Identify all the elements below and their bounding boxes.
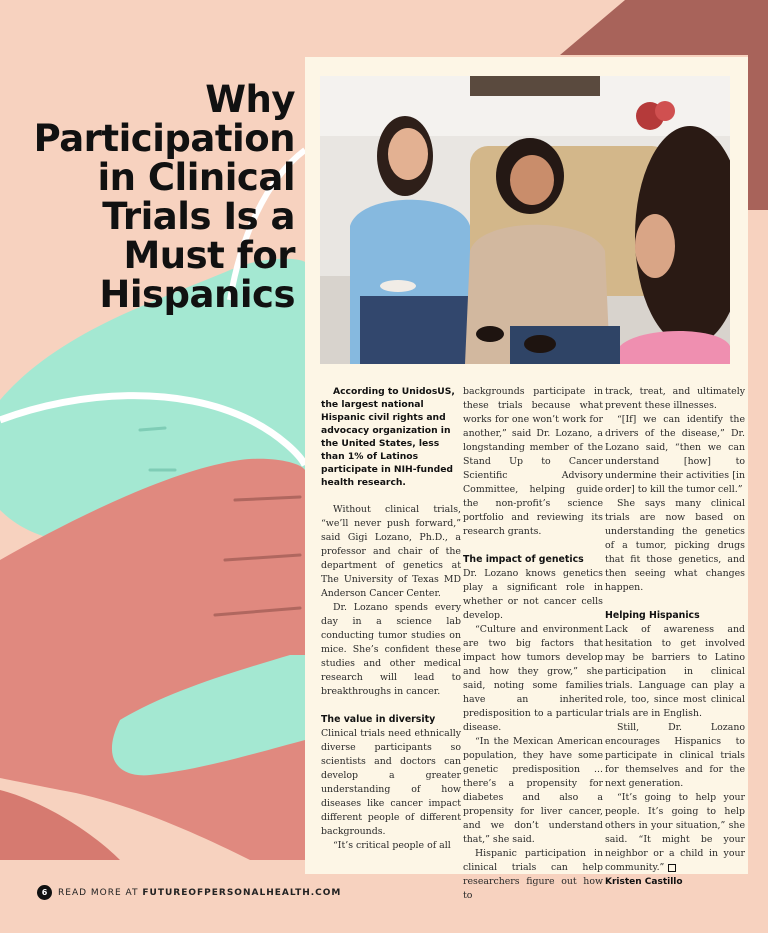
paragraph: track, treat, and ultimately prevent these illnesses.	[605, 386, 745, 411]
paragraph-text: “It’s going to help your people. It’s going to help others in your situation,” she said. “It might be your neighbor or a child in your community.”	[605, 792, 745, 873]
paragraph: Clinical trials need ethnically diverse participants so scientists and doctors can develop a greater understanding of how diseases like cancer impact different people of different backgrounds.	[321, 728, 461, 837]
paragraph-final	[605, 791, 745, 875]
end-mark-icon	[668, 864, 676, 872]
section-heading-diversity: The value in diversity	[321, 714, 436, 725]
article-column-1	[321, 385, 461, 853]
paragraph: “Culture and environment are two big factors that impact how tumors develop and how they grow,” she said, noting some families have an inherited predisposition to a particular disease.	[463, 624, 603, 733]
paragraph: Without clinical trials, “we’ll never push forward,” said Gigi Lozano, Ph.D., a professor and chair of the department of genetics at The University of Texas MD Anderson Cancer Center.	[321, 504, 461, 599]
paragraph: backgrounds participate in these trials because what works for one won’t work for another,” said Dr. Lozano, a longstanding member of the Stand Up to Cancer Scientific Advisory Committee, helping guide the non-profit’s science portfolio and reviewing its research grants.	[463, 386, 603, 537]
rose-lower-shape	[0, 790, 120, 860]
byline: Kristen Castillo	[605, 877, 683, 887]
paragraph: Dr. Lozano spends every day in a science lab conducting tumor studies on mice. She’s confident these studies and other medical research will lead to breakthroughs in cancer.	[321, 602, 461, 697]
paragraph: “It’s critical people of all	[333, 840, 451, 851]
paragraph: She says many clinical trials are now based on understanding the genetics of a tumor, picking drugs that fit those genetics, and then seeing what changes happen.	[605, 498, 745, 593]
article-lead: According to UnidosUS, the largest national Hispanic civil rights and advocacy organization in the United States, less than 1% of Latinos participate in NIH-funded health research.	[321, 386, 455, 488]
page-number: 6	[37, 885, 52, 900]
section-heading-genetics: The impact of genetics	[463, 554, 584, 565]
article-column-3	[605, 385, 745, 889]
paragraph: Lack of awareness and hesitation to get involved may be barriers to Latino participation in clinical trials. Language can play a role, too, since most clinical trials are in English.	[605, 624, 745, 719]
page-title: Why Participation in Clinical Trials Is a Must for Hispanics	[33, 78, 295, 316]
paragraph: “In the Mexican American population, they have some genetic predisposition ... there’s a propensity for diabetes and also a propensity for liver cancer, and we don’t understand that,” she said.	[463, 736, 603, 845]
page-footer	[37, 885, 341, 900]
article-photo	[320, 76, 730, 364]
paragraph: Still, Dr. Lozano encourages Hispanics to participate in clinical trials for themselves and for the next generation.	[605, 722, 745, 789]
footer-prefix: READ MORE AT	[58, 887, 139, 898]
section-heading-helping: Helping Hispanics	[605, 610, 700, 621]
paragraph: Hispanic participation in clinical trials can help researchers figure out how to	[463, 848, 603, 901]
article-column-2	[463, 385, 603, 903]
paragraph: Dr. Lozano knows genetics play a significant role in whether or not cancer cells develop.	[463, 568, 603, 621]
photo-women-coffee-icon	[320, 76, 730, 364]
paragraph: “[If] we can identify the drivers of the disease,” Dr. Lozano said, “then we can understand [how] to undermine their activities [in order] to kill the tumor cell.”	[605, 414, 745, 495]
footer-site-link[interactable]: FUTUREOFPERSONALHEALTH.COM	[142, 887, 342, 898]
